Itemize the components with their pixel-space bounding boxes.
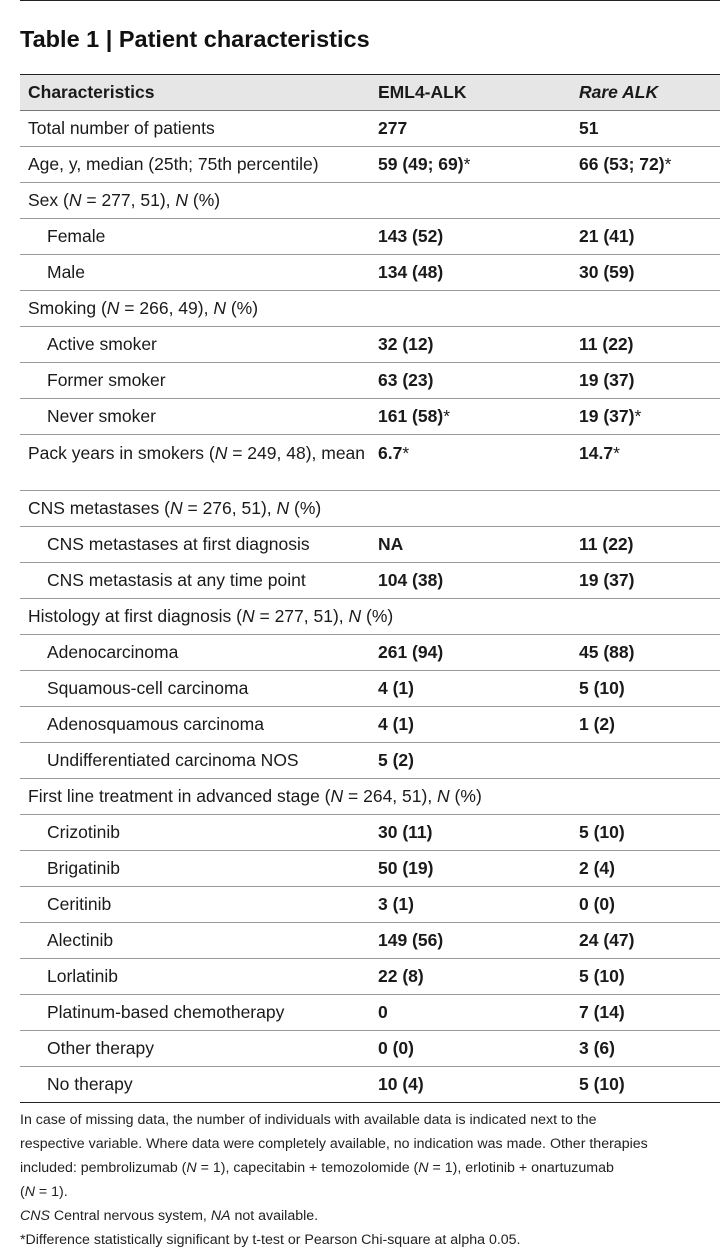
section-label: First line treatment in advanced stage (N = 264, 51), N (%) [20, 779, 720, 815]
table-row [20, 527, 720, 563]
patient-characteristics-table [20, 74, 720, 1103]
rare-value: 5 (10) [571, 815, 720, 851]
rare-value [571, 743, 720, 779]
section-label: Histology at first diagnosis (N = 277, 51), N (%) [20, 599, 720, 635]
row-label: Squamous-cell carcinoma [20, 671, 370, 707]
eml4-value: 161 (58) [378, 406, 444, 426]
row-label: Alectinib [20, 923, 370, 959]
table-row [20, 1031, 720, 1067]
table-row [20, 887, 720, 923]
eml4-value: 0 [370, 995, 571, 1031]
table-row [20, 147, 720, 183]
eml4-value: 5 (2) [370, 743, 571, 779]
table-row [20, 923, 720, 959]
significance-asterisk: * [613, 443, 620, 463]
row-label: No therapy [20, 1067, 370, 1103]
eml4-value: 32 (12) [370, 327, 571, 363]
table-row [20, 707, 720, 743]
eml4-value: 10 (4) [370, 1067, 571, 1103]
eml4-cell [370, 147, 571, 183]
row-label: Female [20, 219, 370, 255]
rare-value: 3 (6) [571, 1031, 720, 1067]
eml4-value: 6.7 [378, 443, 403, 463]
rare-value: 0 (0) [571, 887, 720, 923]
table-title: Table 1 | Patient characteristics [20, 26, 370, 52]
table-row [20, 995, 720, 1031]
eml4-value: 143 (52) [370, 219, 571, 255]
eml4-value: 104 (38) [370, 563, 571, 599]
eml4-value: 3 (1) [370, 887, 571, 923]
row-label: CNS metastases at first diagnosis [20, 527, 370, 563]
table-row [20, 959, 720, 995]
rare-value: 1 (2) [571, 707, 720, 743]
footnote-missing-data: In case of missing data, the number of individuals with available data is indicated next to the [20, 1112, 597, 1128]
section-label: CNS metastases (N = 276, 51), N (%) [20, 491, 720, 527]
rare-cell [571, 147, 720, 183]
row-label: Former smoker [20, 363, 370, 399]
row-label: Lorlatinib [20, 959, 370, 995]
significance-asterisk: * [443, 406, 450, 426]
row-label: Never smoker [20, 399, 370, 435]
rare-value: 11 (22) [571, 327, 720, 363]
rare-value: 5 (10) [571, 671, 720, 707]
row-label: Pack years in smokers (N = 249, 48), mean [20, 435, 370, 491]
rare-value: 5 (10) [571, 959, 720, 995]
section-row [20, 291, 720, 327]
rare-value: 5 (10) [571, 1067, 720, 1103]
rare-value: 66 (53; 72) [579, 154, 665, 174]
eml4-value: 4 (1) [370, 707, 571, 743]
table-row [20, 743, 720, 779]
eml4-value: 63 (23) [370, 363, 571, 399]
row-label: Crizotinib [20, 815, 370, 851]
rare-value: 19 (37) [571, 563, 720, 599]
significance-asterisk: * [402, 443, 410, 463]
table-row [20, 635, 720, 671]
row-label: Platinum-based chemotherapy [20, 995, 370, 1031]
footnote-missing-data-cont: respective variable. Where data were completely available, no indication was made. Other therapies [20, 1136, 648, 1152]
rare-value: 2 (4) [571, 851, 720, 887]
row-label: Male [20, 255, 370, 291]
section-row [20, 491, 720, 527]
header-row [20, 75, 720, 111]
row-label: Brigatinib [20, 851, 370, 887]
rare-value: 19 (37) [571, 363, 720, 399]
eml4-value: 277 [370, 111, 571, 147]
row-label: Other therapy [20, 1031, 370, 1067]
table-row [20, 435, 720, 491]
rare-value: 7 (14) [571, 995, 720, 1031]
section-row [20, 599, 720, 635]
eml4-cell [370, 435, 571, 491]
header-eml4-alk: EML4-ALK [370, 75, 571, 111]
row-label: Age, y, median (25th; 75th percentile) [20, 147, 370, 183]
table-row [20, 399, 720, 435]
footnote-other-therapies: included: pembrolizumab (N = 1), capecitabin + temozolomide (N = 1), erlotinib + onartuzumab [20, 1160, 614, 1176]
significance-asterisk: * [463, 154, 471, 174]
rare-value: 14.7 [579, 443, 614, 463]
header-characteristics: Characteristics [20, 75, 370, 111]
footnote-significance: *Difference statistically significant by t-test or Pearson Chi-square at alpha 0.05. [20, 1232, 521, 1248]
eml4-value: 30 (11) [370, 815, 571, 851]
top-rule [20, 0, 720, 1]
row-label: Ceritinib [20, 887, 370, 923]
table-row [20, 851, 720, 887]
rare-value: 45 (88) [571, 635, 720, 671]
eml4-value: 149 (56) [370, 923, 571, 959]
section-label: Smoking (N = 266, 49), N (%) [20, 291, 720, 327]
table-row [20, 327, 720, 363]
rare-value: 21 (41) [571, 219, 720, 255]
eml4-value: 59 (49; 69) [378, 154, 464, 174]
row-label: Adenosquamous carcinoma [20, 707, 370, 743]
header-rare-alk: Rare ALK [571, 75, 720, 111]
eml4-value: 22 (8) [370, 959, 571, 995]
table-row [20, 815, 720, 851]
row-label: Undifferentiated carcinoma NOS [20, 743, 370, 779]
eml4-value: NA [370, 527, 571, 563]
significance-asterisk: * [634, 406, 642, 426]
section-row [20, 183, 720, 219]
rare-cell [571, 435, 720, 491]
section-label: Sex (N = 277, 51), N (%) [20, 183, 720, 219]
rare-value: 30 (59) [571, 255, 720, 291]
footnote-abbreviations: CNS Central nervous system, NA not available. [20, 1208, 319, 1224]
significance-asterisk: * [664, 154, 672, 174]
table-row [20, 671, 720, 707]
table-footnotes [20, 1108, 720, 1252]
rare-value: 19 (37) [579, 406, 635, 426]
table-row [20, 563, 720, 599]
table-row [20, 1067, 720, 1103]
eml4-cell [370, 399, 571, 435]
row-label: Active smoker [20, 327, 370, 363]
rare-value: 11 (22) [571, 527, 720, 563]
table-row [20, 363, 720, 399]
row-label: Adenocarcinoma [20, 635, 370, 671]
rare-value: 51 [571, 111, 720, 147]
section-row [20, 779, 720, 815]
footnote-other-therapies-cont: (N = 1). [20, 1184, 68, 1200]
eml4-value: 261 (94) [370, 635, 571, 671]
row-label: Total number of patients [20, 111, 370, 147]
eml4-value: 0 (0) [370, 1031, 571, 1067]
eml4-value: 50 (19) [370, 851, 571, 887]
table-row [20, 219, 720, 255]
eml4-value: 4 (1) [370, 671, 571, 707]
rare-value: 24 (47) [571, 923, 720, 959]
table-row [20, 255, 720, 291]
eml4-value: 134 (48) [370, 255, 571, 291]
row-label: CNS metastasis at any time point [20, 563, 370, 599]
table-row [20, 111, 720, 147]
rare-cell [571, 399, 720, 435]
